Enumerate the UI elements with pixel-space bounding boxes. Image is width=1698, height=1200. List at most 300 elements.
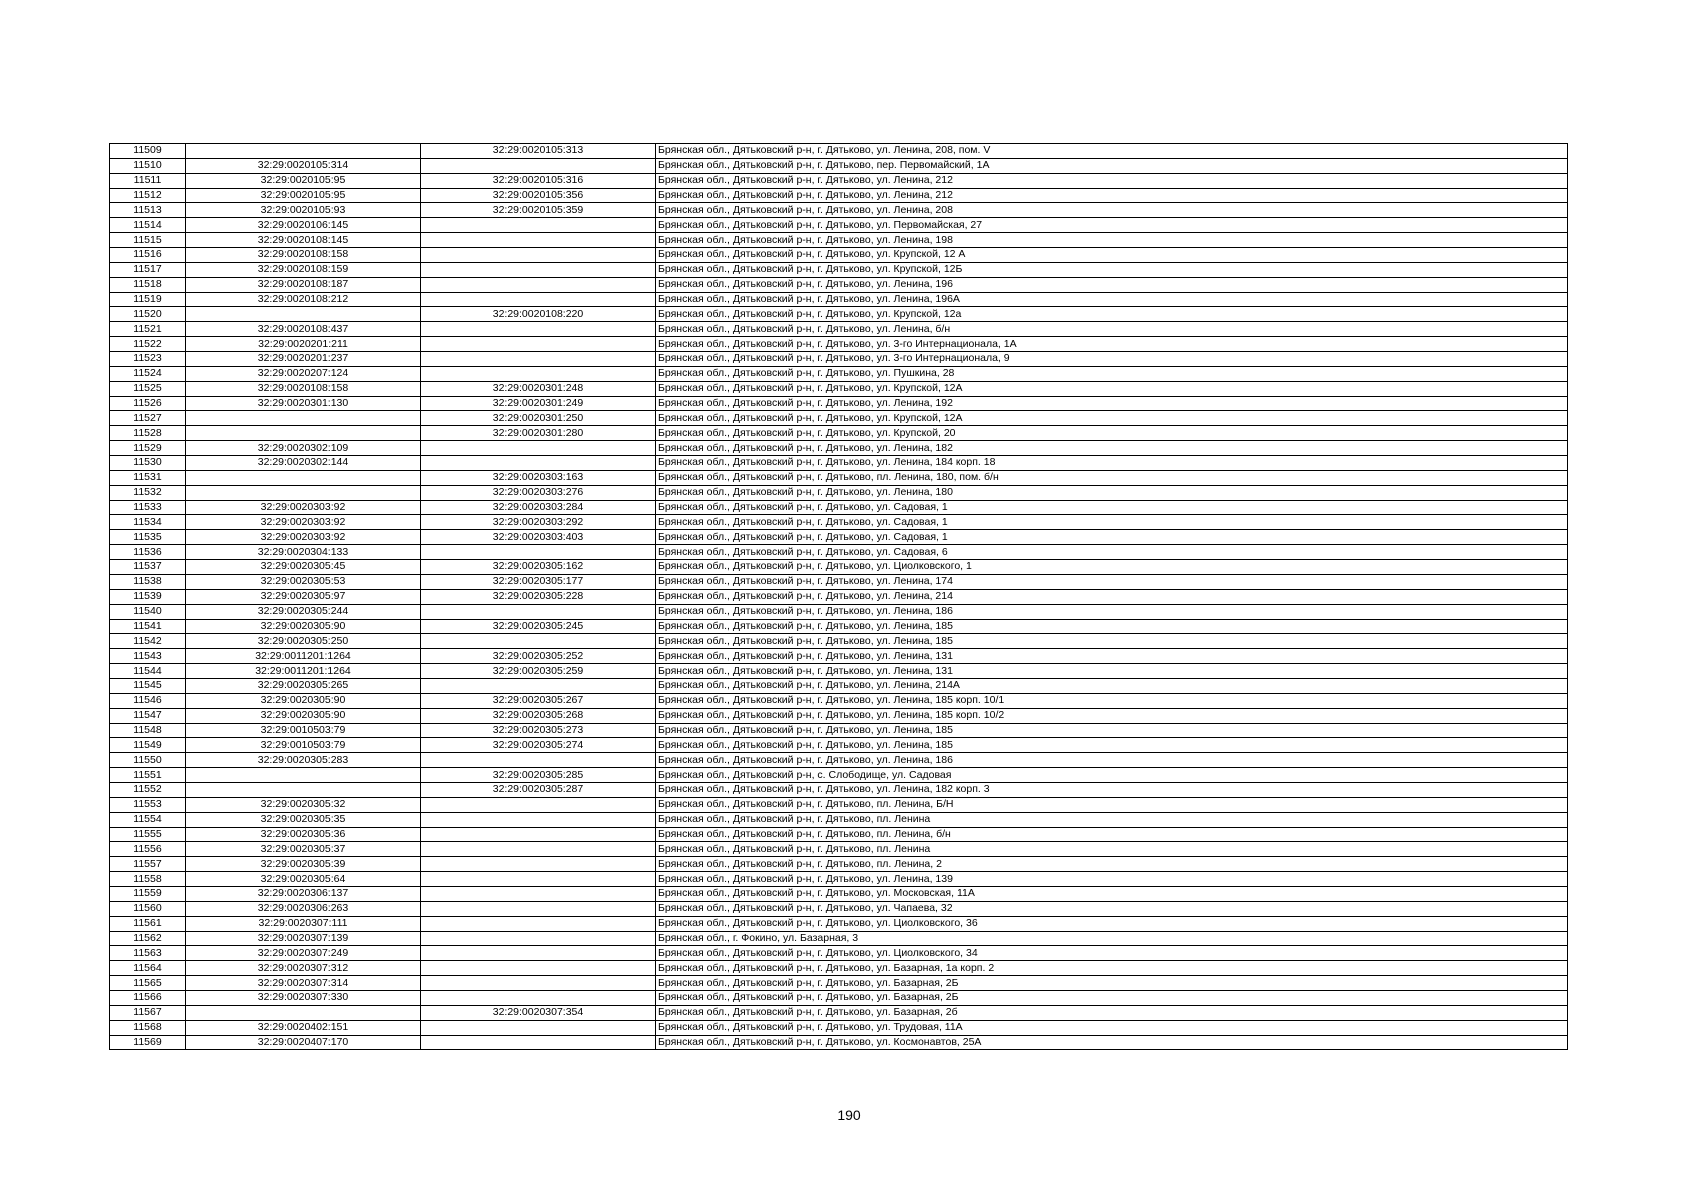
building-number-cell: 32:29:0020305:177 (421, 574, 656, 589)
row-number-cell: 11566 (110, 990, 186, 1005)
building-number-cell: 32:29:0020303:276 (421, 485, 656, 500)
row-number-cell: 11525 (110, 381, 186, 396)
building-number-cell: 32:29:0020305:268 (421, 708, 656, 723)
row-number-cell: 11514 (110, 218, 186, 233)
table-row (110, 574, 1568, 589)
building-number-cell (421, 233, 656, 248)
cadastral-number-cell: 32:29:0020407:170 (186, 1035, 421, 1050)
cadastral-number-cell: 32:29:0020207:124 (186, 366, 421, 381)
cadastral-number-cell: 32:29:0020307:139 (186, 931, 421, 946)
table-row (110, 886, 1568, 901)
address-cell: Брянская обл., Дятьковский р-н, г. Дятьково, ул. Ленина, 192 (656, 396, 1568, 411)
row-number-cell: 11553 (110, 797, 186, 812)
row-number-cell: 11558 (110, 872, 186, 887)
row-number-cell: 11513 (110, 203, 186, 218)
row-number-cell: 11559 (110, 886, 186, 901)
cadastral-number-cell: 32:29:0020302:109 (186, 441, 421, 456)
cadastral-number-cell: 32:29:0020305:90 (186, 708, 421, 723)
address-cell: Брянская обл., Дятьковский р-н, г. Дятьково, ул. Пушкина, 28 (656, 366, 1568, 381)
building-number-cell (421, 797, 656, 812)
row-number-cell: 11540 (110, 604, 186, 619)
cadastral-number-cell: 32:29:0020305:90 (186, 619, 421, 634)
table-row (110, 931, 1568, 946)
table-row (110, 203, 1568, 218)
row-number-cell: 11528 (110, 426, 186, 441)
row-number-cell: 11519 (110, 292, 186, 307)
cadastral-number-cell: 32:29:0020305:53 (186, 574, 421, 589)
address-cell: Брянская обл., Дятьковский р-н, г. Дятьково, пл. Ленина, б/н (656, 827, 1568, 842)
row-number-cell: 11516 (110, 248, 186, 263)
row-number-cell: 11538 (110, 574, 186, 589)
row-number-cell: 11568 (110, 1020, 186, 1035)
building-number-cell (421, 916, 656, 931)
building-number-cell (421, 262, 656, 277)
address-cell: Брянская обл., Дятьковский р-н, г. Дятьково, ул. Ленина, 139 (656, 872, 1568, 887)
address-cell: Брянская обл., Дятьковский р-н, г. Дятьково, ул. Циолковского, 1 (656, 560, 1568, 575)
address-cell: Брянская обл., Дятьковский р-н, г. Дятьково, ул. Крупской, 20 (656, 426, 1568, 441)
address-cell: Брянская обл., Дятьковский р-н, с. Слободище, ул. Садовая (656, 768, 1568, 783)
building-number-cell (421, 812, 656, 827)
row-number-cell: 11546 (110, 693, 186, 708)
row-number-cell: 11531 (110, 470, 186, 485)
cadastral-number-cell: 32:29:0020201:237 (186, 352, 421, 367)
row-number-cell: 11565 (110, 976, 186, 991)
cadastral-number-cell: 32:29:0020305:97 (186, 589, 421, 604)
cadastral-number-cell: 32:29:0020108:158 (186, 381, 421, 396)
cadastral-number-cell: 32:29:0020306:263 (186, 901, 421, 916)
building-number-cell: 32:29:0020305:287 (421, 782, 656, 797)
row-number-cell: 11520 (110, 307, 186, 322)
cadastral-number-cell: 32:29:0011201:1264 (186, 649, 421, 664)
address-cell: Брянская обл., Дятьковский р-н, г. Дятьково, ул. Ленина, 212 (656, 188, 1568, 203)
row-number-cell: 11532 (110, 485, 186, 500)
address-cell: Брянская обл., Дятьковский р-н, г. Дятьково, ул. Ленина, 198 (656, 233, 1568, 248)
row-number-cell: 11526 (110, 396, 186, 411)
table-row (110, 901, 1568, 916)
table-row (110, 173, 1568, 188)
cadastral-number-cell: 32:29:0020305:35 (186, 812, 421, 827)
address-cell: Брянская обл., Дятьковский р-н, г. Дятьково, ул. Циолковского, 34 (656, 946, 1568, 961)
table-row (110, 664, 1568, 679)
address-cell: Брянская обл., Дятьковский р-н, г. Дятьково, ул. Ленина, 182 (656, 441, 1568, 456)
building-number-cell: 32:29:0020303:163 (421, 470, 656, 485)
address-cell: Брянская обл., Дятьковский р-н, г. Дятьково, ул. Ленина, 185 (656, 723, 1568, 738)
cadastral-number-cell (186, 411, 421, 426)
row-number-cell: 11550 (110, 753, 186, 768)
cadastral-number-cell: 32:29:0011201:1264 (186, 664, 421, 679)
row-number-cell: 11530 (110, 456, 186, 471)
row-number-cell: 11536 (110, 545, 186, 560)
cadastral-number-cell: 32:29:0020305:37 (186, 842, 421, 857)
cadastral-number-cell (186, 1005, 421, 1020)
cadastral-number-cell: 32:29:0020106:145 (186, 218, 421, 233)
address-cell: Брянская обл., Дятьковский р-н, г. Дятьково, ул. Первомайская, 27 (656, 218, 1568, 233)
address-cell: Брянская обл., Дятьковский р-н, г. Дятьково, ул. 3-го Интернационала, 1А (656, 337, 1568, 352)
table-row (110, 827, 1568, 842)
cadastral-number-cell: 32:29:0020305:265 (186, 678, 421, 693)
address-cell: Брянская обл., Дятьковский р-н, г. Дятьково, пл. Ленина, 2 (656, 857, 1568, 872)
address-cell: Брянская обл., Дятьковский р-н, г. Дятьково, ул. Крупской, 12А (656, 411, 1568, 426)
building-number-cell: 32:29:0020305:162 (421, 560, 656, 575)
building-number-cell (421, 366, 656, 381)
row-number-cell: 11524 (110, 366, 186, 381)
address-cell: Брянская обл., Дятьковский р-н, г. Дятьково, ул. Базарная, 2б (656, 1005, 1568, 1020)
address-cell: Брянская обл., Дятьковский р-н, г. Дятьково, ул. Крупской, 12А (656, 381, 1568, 396)
cadastral-number-cell (186, 307, 421, 322)
cadastral-number-cell: 32:29:0020108:145 (186, 233, 421, 248)
address-cell: Брянская обл., г. Фокино, ул. Базарная, 3 (656, 931, 1568, 946)
cadastral-number-cell: 32:29:0020303:92 (186, 530, 421, 545)
cadastral-number-cell: 32:29:0020305:45 (186, 560, 421, 575)
cadastral-number-cell: 32:29:0020105:93 (186, 203, 421, 218)
cadastral-number-cell: 32:29:0020108:159 (186, 262, 421, 277)
cadastral-number-cell: 32:29:0020302:144 (186, 456, 421, 471)
registry-table (109, 143, 1568, 1050)
table-row (110, 1035, 1568, 1050)
table-row (110, 738, 1568, 753)
cadastral-number-cell (186, 485, 421, 500)
table-row (110, 589, 1568, 604)
row-number-cell: 11518 (110, 277, 186, 292)
table-row (110, 218, 1568, 233)
address-cell: Брянская обл., Дятьковский р-н, г. Дятьково, ул. Базарная, 2Б (656, 990, 1568, 1005)
table-row (110, 649, 1568, 664)
cadastral-number-cell: 32:29:0020305:39 (186, 857, 421, 872)
address-cell: Брянская обл., Дятьковский р-н, г. Дятьково, ул. Ленина, 208, пом. V (656, 144, 1568, 159)
address-cell: Брянская обл., Дятьковский р-н, г. Дятьково, ул. Ленина, 185 (656, 634, 1568, 649)
table-row (110, 262, 1568, 277)
building-number-cell: 32:29:0020305:267 (421, 693, 656, 708)
table-row (110, 812, 1568, 827)
building-number-cell (421, 678, 656, 693)
row-number-cell: 11511 (110, 173, 186, 188)
address-cell: Брянская обл., Дятьковский р-н, г. Дятьково, ул. 3-го Интернационала, 9 (656, 352, 1568, 367)
table-row (110, 723, 1568, 738)
cadastral-number-cell: 32:29:0020305:32 (186, 797, 421, 812)
building-number-cell (421, 857, 656, 872)
building-number-cell: 32:29:0020303:292 (421, 515, 656, 530)
table-row (110, 872, 1568, 887)
address-cell: Брянская обл., Дятьковский р-н, г. Дятьково, ул. Садовая, 1 (656, 530, 1568, 545)
table-row (110, 426, 1568, 441)
building-number-cell: 32:29:0020305:273 (421, 723, 656, 738)
building-number-cell (421, 946, 656, 961)
building-number-cell (421, 961, 656, 976)
address-cell: Брянская обл., Дятьковский р-н, г. Дятьково, ул. Ленина, 185 (656, 619, 1568, 634)
address-cell: Брянская обл., Дятьковский р-н, г. Дятьково, ул. Московская, 11А (656, 886, 1568, 901)
row-number-cell: 11547 (110, 708, 186, 723)
building-number-cell (421, 158, 656, 173)
cadastral-number-cell: 32:29:0020105:95 (186, 188, 421, 203)
building-number-cell (421, 441, 656, 456)
row-number-cell: 11509 (110, 144, 186, 159)
cadastral-number-cell: 32:29:0020305:64 (186, 872, 421, 887)
building-number-cell: 32:29:0020305:285 (421, 768, 656, 783)
building-number-cell (421, 872, 656, 887)
building-number-cell: 32:29:0020108:220 (421, 307, 656, 322)
row-number-cell: 11560 (110, 901, 186, 916)
building-number-cell (421, 456, 656, 471)
row-number-cell: 11569 (110, 1035, 186, 1050)
table-row (110, 961, 1568, 976)
row-number-cell: 11537 (110, 560, 186, 575)
table-row (110, 500, 1568, 515)
cadastral-number-cell: 32:29:0020305:283 (186, 753, 421, 768)
cadastral-number-cell: 32:29:0020108:212 (186, 292, 421, 307)
page-number: 190 (837, 1107, 861, 1123)
building-number-cell (421, 827, 656, 842)
building-number-cell (421, 901, 656, 916)
address-cell: Брянская обл., Дятьковский р-н, г. Дятьково, ул. Базарная, 1а корп. 2 (656, 961, 1568, 976)
address-cell: Брянская обл., Дятьковский р-н, г. Дятьково, ул. Ленина, 212 (656, 173, 1568, 188)
address-cell: Брянская обл., Дятьковский р-н, г. Дятьково, ул. Ленина, 186 (656, 753, 1568, 768)
address-cell: Брянская обл., Дятьковский р-н, г. Дятьково, ул. Ленина, 131 (656, 649, 1568, 664)
building-number-cell (421, 337, 656, 352)
table-row (110, 946, 1568, 961)
row-number-cell: 11535 (110, 530, 186, 545)
table-row (110, 545, 1568, 560)
building-number-cell (421, 218, 656, 233)
building-number-cell (421, 292, 656, 307)
address-cell: Брянская обл., Дятьковский р-н, г. Дятьково, ул. Космонавтов, 25А (656, 1035, 1568, 1050)
building-number-cell (421, 990, 656, 1005)
cadastral-number-cell: 32:29:0020201:211 (186, 337, 421, 352)
address-cell: Брянская обл., Дятьковский р-н, г. Дятьково, пл. Ленина, Б/Н (656, 797, 1568, 812)
cadastral-number-cell: 32:29:0020307:249 (186, 946, 421, 961)
row-number-cell: 11521 (110, 322, 186, 337)
address-cell: Брянская обл., Дятьковский р-н, г. Дятьково, ул. Циолковского, 36 (656, 916, 1568, 931)
building-number-cell (421, 248, 656, 263)
cadastral-number-cell: 32:29:0020402:151 (186, 1020, 421, 1035)
row-number-cell: 11564 (110, 961, 186, 976)
row-number-cell: 11545 (110, 678, 186, 693)
cadastral-number-cell: 32:29:0020307:312 (186, 961, 421, 976)
building-number-cell: 32:29:0020303:284 (421, 500, 656, 515)
building-number-cell: 32:29:0020301:280 (421, 426, 656, 441)
building-number-cell (421, 1035, 656, 1050)
address-cell: Брянская обл., Дятьковский р-н, г. Дятьково, ул. Базарная, 2Б (656, 976, 1568, 991)
address-cell: Брянская обл., Дятьковский р-н, г. Дятьково, ул. Трудовая, 11А (656, 1020, 1568, 1035)
row-number-cell: 11543 (110, 649, 186, 664)
address-cell: Брянская обл., Дятьковский р-н, г. Дятьково, ул. Ленина, 214 (656, 589, 1568, 604)
address-cell: Брянская обл., Дятьковский р-н, г. Дятьково, ул. Крупской, 12а (656, 307, 1568, 322)
address-cell: Брянская обл., Дятьковский р-н, г. Дятьково, ул. Ленина, 208 (656, 203, 1568, 218)
cadastral-number-cell (186, 782, 421, 797)
cadastral-number-cell: 32:29:0020108:187 (186, 277, 421, 292)
table-row (110, 233, 1568, 248)
row-number-cell: 11534 (110, 515, 186, 530)
cadastral-number-cell: 32:29:0020108:437 (186, 322, 421, 337)
address-cell: Брянская обл., Дятьковский р-н, г. Дятьково, ул. Крупской, 12 А (656, 248, 1568, 263)
table-row (110, 366, 1568, 381)
row-number-cell: 11544 (110, 664, 186, 679)
address-cell: Брянская обл., Дятьковский р-н, г. Дятьково, ул. Садовая, 6 (656, 545, 1568, 560)
cadastral-number-cell (186, 426, 421, 441)
building-number-cell: 32:29:0020305:252 (421, 649, 656, 664)
address-cell: Брянская обл., Дятьковский р-н, г. Дятьково, ул. Садовая, 1 (656, 500, 1568, 515)
row-number-cell: 11542 (110, 634, 186, 649)
address-cell: Брянская обл., Дятьковский р-н, г. Дятьково, ул. Ленина, 182 корп. 3 (656, 782, 1568, 797)
row-number-cell: 11549 (110, 738, 186, 753)
building-number-cell (421, 634, 656, 649)
table-row (110, 678, 1568, 693)
row-number-cell: 11562 (110, 931, 186, 946)
row-number-cell: 11515 (110, 233, 186, 248)
building-number-cell (421, 545, 656, 560)
building-number-cell: 32:29:0020305:259 (421, 664, 656, 679)
address-cell: Брянская обл., Дятьковский р-н, г. Дятьково, пл. Ленина, 180, пом. б/н (656, 470, 1568, 485)
building-number-cell: 32:29:0020105:313 (421, 144, 656, 159)
address-cell: Брянская обл., Дятьковский р-н, г. Дятьково, ул. Ленина, 185 корп. 10/1 (656, 693, 1568, 708)
building-number-cell: 32:29:0020105:356 (421, 188, 656, 203)
address-cell: Брянская обл., Дятьковский р-н, г. Дятьково, ул. Ленина, 131 (656, 664, 1568, 679)
cadastral-number-cell: 32:29:0010503:79 (186, 723, 421, 738)
table-row (110, 515, 1568, 530)
table-row (110, 604, 1568, 619)
table-row (110, 188, 1568, 203)
table-row (110, 381, 1568, 396)
building-number-cell: 32:29:0020307:354 (421, 1005, 656, 1020)
table-row (110, 352, 1568, 367)
cadastral-number-cell: 32:29:0020307:111 (186, 916, 421, 931)
table-row (110, 990, 1568, 1005)
cadastral-number-cell: 32:29:0020303:92 (186, 515, 421, 530)
row-number-cell: 11539 (110, 589, 186, 604)
building-number-cell (421, 976, 656, 991)
table-row (110, 619, 1568, 634)
address-cell: Брянская обл., Дятьковский р-н, г. Дятьково, ул. Ленина, б/н (656, 322, 1568, 337)
row-number-cell: 11523 (110, 352, 186, 367)
cadastral-number-cell: 32:29:0020305:250 (186, 634, 421, 649)
row-number-cell: 11552 (110, 782, 186, 797)
table-row (110, 1020, 1568, 1035)
building-number-cell: 32:29:0020301:248 (421, 381, 656, 396)
table-row (110, 560, 1568, 575)
row-number-cell: 11563 (110, 946, 186, 961)
cadastral-number-cell: 32:29:0020105:95 (186, 173, 421, 188)
building-number-cell (421, 604, 656, 619)
table-row (110, 337, 1568, 352)
address-cell: Брянская обл., Дятьковский р-н, г. Дятьково, ул. Ленина, 184 корп. 18 (656, 456, 1568, 471)
row-number-cell: 11548 (110, 723, 186, 738)
address-cell: Брянская обл., Дятьковский р-н, г. Дятьково, ул. Ленина, 174 (656, 574, 1568, 589)
building-number-cell: 32:29:0020105:359 (421, 203, 656, 218)
row-number-cell: 11533 (110, 500, 186, 515)
address-cell: Брянская обл., Дятьковский р-н, г. Дятьково, ул. Чапаева, 32 (656, 901, 1568, 916)
row-number-cell: 11517 (110, 262, 186, 277)
row-number-cell: 11541 (110, 619, 186, 634)
table-row (110, 634, 1568, 649)
table-row (110, 753, 1568, 768)
row-number-cell: 11554 (110, 812, 186, 827)
table-row (110, 782, 1568, 797)
cadastral-number-cell (186, 768, 421, 783)
row-number-cell: 11561 (110, 916, 186, 931)
table-row (110, 976, 1568, 991)
address-cell: Брянская обл., Дятьковский р-н, г. Дятьково, пер. Первомайский, 1А (656, 158, 1568, 173)
building-number-cell (421, 352, 656, 367)
table-row (110, 797, 1568, 812)
table-row (110, 292, 1568, 307)
building-number-cell: 32:29:0020301:250 (421, 411, 656, 426)
table-row (110, 916, 1568, 931)
table-row (110, 248, 1568, 263)
cadastral-number-cell: 32:29:0020307:314 (186, 976, 421, 991)
table-row (110, 768, 1568, 783)
row-number-cell: 11522 (110, 337, 186, 352)
row-number-cell: 11512 (110, 188, 186, 203)
cadastral-number-cell: 32:29:0020301:130 (186, 396, 421, 411)
address-cell: Брянская обл., Дятьковский р-н, г. Дятьково, ул. Ленина, 214А (656, 678, 1568, 693)
cadastral-number-cell: 32:29:0020305:244 (186, 604, 421, 619)
address-cell: Брянская обл., Дятьковский р-н, г. Дятьково, ул. Ленина, 196 (656, 277, 1568, 292)
table-row (110, 1005, 1568, 1020)
building-number-cell: 32:29:0020303:403 (421, 530, 656, 545)
building-number-cell: 32:29:0020305:245 (421, 619, 656, 634)
cadastral-number-cell: 32:29:0020304:133 (186, 545, 421, 560)
table-row (110, 693, 1568, 708)
table-row (110, 485, 1568, 500)
registry-table-body (110, 144, 1568, 1050)
address-cell: Брянская обл., Дятьковский р-н, г. Дятьково, ул. Ленина, 196А (656, 292, 1568, 307)
building-number-cell (421, 842, 656, 857)
building-number-cell (421, 277, 656, 292)
row-number-cell: 11551 (110, 768, 186, 783)
building-number-cell: 32:29:0020305:228 (421, 589, 656, 604)
row-number-cell: 11555 (110, 827, 186, 842)
table-row (110, 158, 1568, 173)
cadastral-number-cell: 32:29:0020307:330 (186, 990, 421, 1005)
table-row (110, 470, 1568, 485)
cadastral-number-cell: 32:29:0020105:314 (186, 158, 421, 173)
building-number-cell: 32:29:0020301:249 (421, 396, 656, 411)
table-row (110, 857, 1568, 872)
cadastral-number-cell: 32:29:0020306:137 (186, 886, 421, 901)
building-number-cell: 32:29:0020305:274 (421, 738, 656, 753)
table-row (110, 322, 1568, 337)
row-number-cell: 11510 (110, 158, 186, 173)
cadastral-number-cell: 32:29:0020305:90 (186, 693, 421, 708)
cadastral-number-cell: 32:29:0010503:79 (186, 738, 421, 753)
building-number-cell (421, 753, 656, 768)
cadastral-number-cell: 32:29:0020108:158 (186, 248, 421, 263)
building-number-cell: 32:29:0020105:316 (421, 173, 656, 188)
table-row (110, 277, 1568, 292)
cadastral-number-cell (186, 144, 421, 159)
building-number-cell (421, 886, 656, 901)
cadastral-number-cell: 32:29:0020305:36 (186, 827, 421, 842)
address-cell: Брянская обл., Дятьковский р-н, г. Дятьково, ул. Садовая, 1 (656, 515, 1568, 530)
table-row (110, 307, 1568, 322)
table-row (110, 144, 1568, 159)
building-number-cell (421, 931, 656, 946)
row-number-cell: 11527 (110, 411, 186, 426)
address-cell: Брянская обл., Дятьковский р-н, г. Дятьково, ул. Ленина, 180 (656, 485, 1568, 500)
address-cell: Брянская обл., Дятьковский р-н, г. Дятьково, ул. Крупской, 12Б (656, 262, 1568, 277)
table-row (110, 708, 1568, 723)
cadastral-number-cell (186, 470, 421, 485)
address-cell: Брянская обл., Дятьковский р-н, г. Дятьково, пл. Ленина (656, 812, 1568, 827)
row-number-cell: 11556 (110, 842, 186, 857)
building-number-cell (421, 322, 656, 337)
address-cell: Брянская обл., Дятьковский р-н, г. Дятьково, ул. Ленина, 186 (656, 604, 1568, 619)
table-row (110, 456, 1568, 471)
address-cell: Брянская обл., Дятьковский р-н, г. Дятьково, пл. Ленина (656, 842, 1568, 857)
building-number-cell (421, 1020, 656, 1035)
address-cell: Брянская обл., Дятьковский р-н, г. Дятьково, ул. Ленина, 185 корп. 10/2 (656, 708, 1568, 723)
address-cell: Брянская обл., Дятьковский р-н, г. Дятьково, ул. Ленина, 185 (656, 738, 1568, 753)
table-row (110, 530, 1568, 545)
